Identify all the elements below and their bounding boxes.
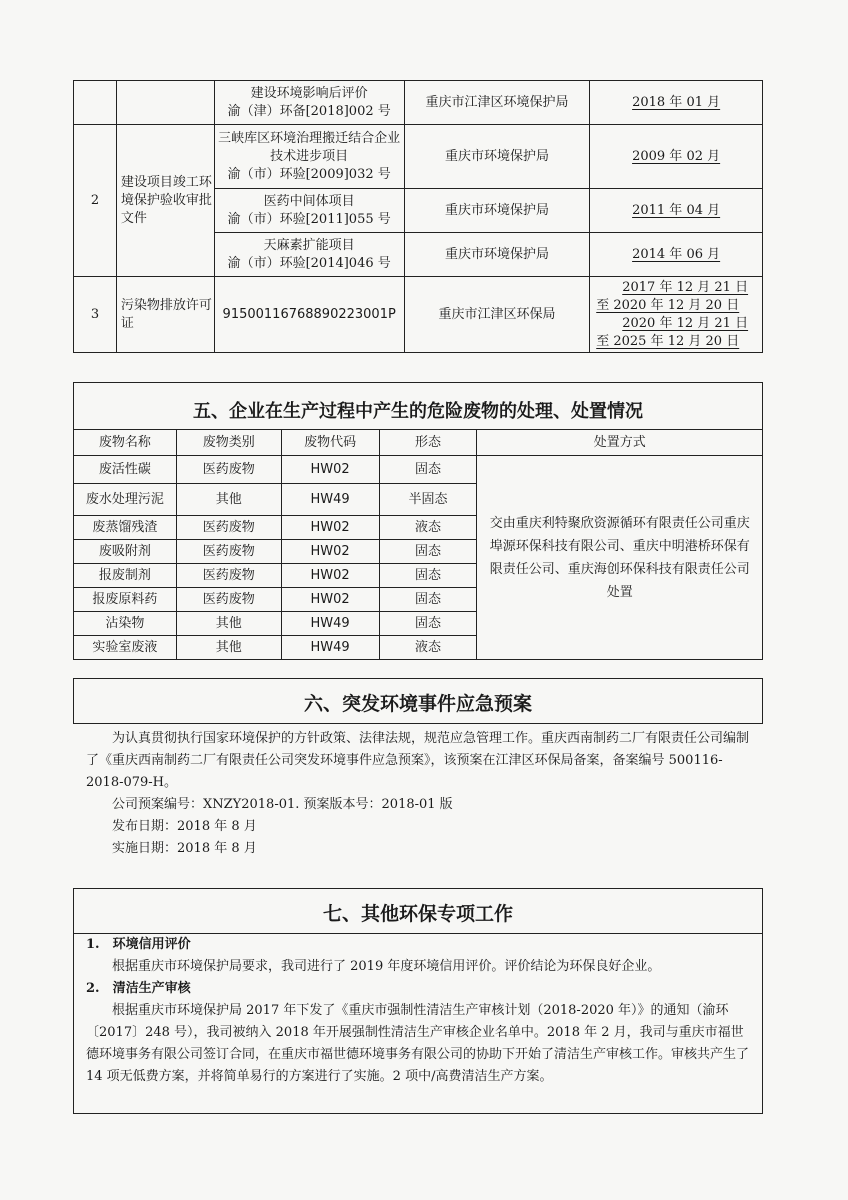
table-row: [74, 125, 763, 189]
validity-date: 至 2025 年 12 月 20 日: [596, 333, 740, 349]
date-value: 2014 年 06 月: [632, 246, 721, 262]
item-title: 1. 环境信用评价: [86, 937, 191, 952]
column-header: 废物代码: [281, 430, 379, 456]
row-index-cell: [74, 81, 117, 125]
row-index-cell: 3: [74, 277, 117, 353]
waste-category: 医药废物: [176, 516, 281, 540]
waste-category: 医药废物: [176, 456, 281, 484]
validity-cell: [590, 277, 763, 353]
waste-category: 其他: [176, 484, 281, 516]
validity-date: 2020 年 12 月 21 日: [622, 315, 749, 331]
table-header-row: [74, 430, 763, 456]
waste-state: 固态: [379, 456, 477, 484]
table-row: [74, 277, 763, 353]
date-cell: [590, 125, 763, 189]
authority-cell: 重庆市环境保护局: [404, 233, 590, 277]
section-title: 六、突发环境事件应急预案: [303, 693, 532, 715]
item-title: 2. 清洁生产审核: [86, 981, 191, 996]
project-name: 三峡库区环境治理搬迁结合企业技术进步项目: [218, 130, 401, 164]
waste-category: 其他: [176, 636, 281, 660]
date-cell: [590, 189, 763, 233]
date-value: 2009 年 02 月: [632, 148, 721, 164]
section-title: 五、企业在生产过程中产生的危险废物的处理、处置情况: [193, 401, 643, 422]
waste-state: 半固态: [379, 484, 477, 516]
waste-name: 实验室废液: [74, 636, 177, 660]
table-row: [74, 456, 763, 484]
waste-code: HW49: [281, 484, 379, 516]
release-date: 发布日期：2018 年 8 月: [112, 819, 257, 834]
project-cell: [214, 189, 404, 233]
effective-date: 实施日期：2018 年 8 月: [112, 841, 257, 856]
waste-code: HW02: [281, 564, 379, 588]
row-index-cell: 2: [74, 125, 117, 277]
project-name: 天麻素扩能项目: [263, 237, 355, 253]
project-cell: [214, 81, 404, 125]
validity-date: 至 2020 年 12 月 20 日: [596, 297, 740, 313]
waste-name: 报废制剂: [74, 564, 177, 588]
waste-code: HW02: [281, 456, 379, 484]
waste-name: 废蒸馏残渣: [74, 516, 177, 540]
disposal-method: 交由重庆利特聚欣资源循环有限责任公司重庆埠源环保科技有限公司、重庆中明港桥环保有限责任公司、重庆海创环保科技有限责任公司处置: [477, 456, 763, 660]
waste-code: HW49: [281, 636, 379, 660]
date-value: 2018 年 01 月: [632, 94, 721, 110]
waste-code: HW02: [281, 540, 379, 564]
waste-state: 液态: [379, 516, 477, 540]
waste-code: HW02: [281, 588, 379, 612]
waste-name: 废活性碳: [74, 456, 177, 484]
item-text: 根据重庆市环境保护局要求，我司进行了 2019 年度环境信用评价。评价结论为环保良好企业。: [112, 959, 661, 974]
doc-number: 渝（市）环验[2014]046 号: [227, 255, 391, 271]
waste-category: 医药废物: [176, 564, 281, 588]
permit-number: 91500116768890223001P: [214, 277, 404, 353]
waste-category: 医药废物: [176, 588, 281, 612]
project-name: 建设环境影响后评价: [250, 85, 368, 101]
waste-state: 固态: [379, 540, 477, 564]
waste-code: HW49: [281, 612, 379, 636]
waste-name: 废吸附剂: [74, 540, 177, 564]
waste-state: 固态: [379, 612, 477, 636]
waste-state: 液态: [379, 636, 477, 660]
waste-name: 沾染物: [74, 612, 177, 636]
item-text: 根据重庆市环境保护局 2017 年下发了《重庆市强制性清洁生产审核计划（2018-2020 年）》的通知（渝环〔2017〕248 号），我司被纳入 2018 年开展强制性清洁生产审核企业名单中。2018 年 2 月，我司与重庆市福世德环境事务有限公司签订合同，在重庆市福世德环境事务有限公司的协助下开始了清洁生产审核工作。审核共产生了 14 项无低费方案，并将简单易行的方案进行了实施。2 项中/高费清洁生产方案。: [86, 1003, 750, 1084]
date-cell: [590, 233, 763, 277]
column-header: 处置方式: [477, 430, 763, 456]
authority-cell: 重庆市江津区环境保护局: [404, 81, 590, 125]
hazardous-waste-table: [73, 429, 763, 660]
doc-number: 渝（市）环验[2011]055 号: [227, 211, 391, 227]
waste-state: 固态: [379, 588, 477, 612]
column-header: 废物类别: [176, 430, 281, 456]
project-cell: [214, 125, 404, 189]
doc-number: 渝（津）环备[2018]002 号: [227, 103, 391, 119]
waste-name: 报废原料药: [74, 588, 177, 612]
waste-name: 废水处理污泥: [74, 484, 177, 516]
date-value: 2011 年 04 月: [632, 202, 721, 218]
waste-state: 固态: [379, 564, 477, 588]
date-cell: [590, 81, 763, 125]
section-6-header: [73, 678, 763, 724]
plan-number: 公司预案编号：XNZY2018-01. 预案版本号：2018-01 版: [112, 797, 453, 812]
column-header: 形态: [379, 430, 477, 456]
authority-cell: 重庆市江津区环保局: [404, 277, 590, 353]
section-7-body: [86, 934, 754, 1088]
section-title: 七、其他环保专项工作: [322, 903, 513, 925]
waste-category: 其他: [176, 612, 281, 636]
row-category-cell: 污染物排放许可证: [116, 277, 214, 353]
plan-description: 为认真贯彻执行国家环境保护的方针政策、法律法规，规范应急管理工作。重庆西南制药二厂有限责任公司编制了《重庆西南制药二厂有限责任公司突发环境事件应急预案》，该预案在江津区环保局备案，备案编号 500116-2018-079-H。: [86, 731, 750, 790]
waste-category: 医药废物: [176, 540, 281, 564]
doc-number: 渝（市）环验[2009]032 号: [227, 166, 391, 182]
row-category-cell: [116, 81, 214, 125]
authority-cell: 重庆市环境保护局: [404, 189, 590, 233]
authority-cell: 重庆市环境保护局: [404, 125, 590, 189]
column-header: 废物名称: [74, 430, 177, 456]
project-cell: [214, 233, 404, 277]
project-name: 医药中间体项目: [263, 193, 355, 209]
section-6-body: [86, 728, 754, 860]
permits-table: [73, 80, 763, 353]
row-category-cell: 建设项目竣工环境保护验收审批文件: [116, 125, 214, 277]
table-row: [74, 81, 763, 125]
validity-date: 2017 年 12 月 21 日: [622, 279, 749, 295]
waste-code: HW02: [281, 516, 379, 540]
